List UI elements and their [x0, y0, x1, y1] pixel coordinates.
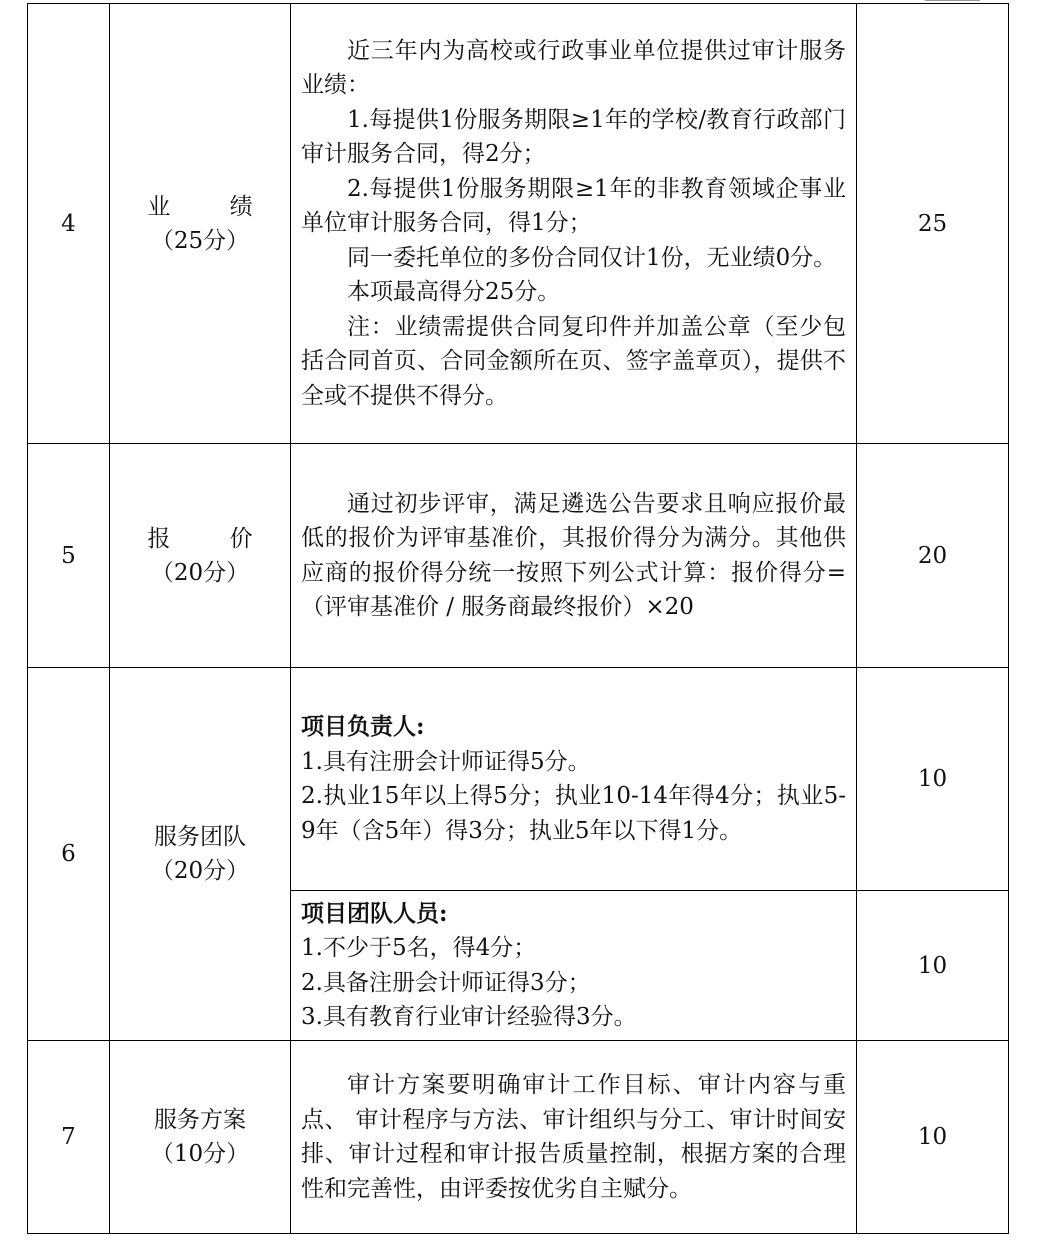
criteria-line: 3.具有教育行业审计经验得3分。	[301, 1004, 637, 1030]
criteria-cell	[291, 891, 857, 1041]
item-name: 报 价	[147, 525, 279, 552]
criteria-line: 通过初步评审，满足遴选公告要求且响应报价最低的报价为评审基准价，其报价得分为满分。其他供应商的报价得分统一按照下列公式计算：报价得分=（评审基准价 / 服务商最终报价）×20	[301, 490, 846, 620]
criteria-line: 本项最高得分25分。	[347, 279, 561, 306]
score-value: 10	[857, 668, 1009, 891]
score-value: 10	[857, 1041, 1009, 1234]
criteria-cell	[291, 444, 857, 668]
item-cell	[110, 1041, 291, 1234]
criteria-line: 审计方案要明确审计工作目标、审计内容与重点、 审计程序与方法、审计组织与分工、审计时间安排、审计过程和审计报告质量控制，根据方案的合理性和完善性，由评委按优劣自主赋分。	[301, 1072, 846, 1202]
row-number: 5	[28, 444, 110, 668]
row-number: 6	[28, 668, 110, 1041]
criteria-cell	[291, 1041, 857, 1234]
score-value: 10	[857, 891, 1009, 1041]
criteria-line: 2.具备注册会计师证得3分；	[301, 969, 591, 996]
item-points: （25分）	[150, 227, 250, 254]
table-row	[28, 668, 1009, 891]
table-row	[28, 444, 1009, 668]
criteria-cell	[291, 4, 857, 444]
criteria-heading: 项目负责人:	[301, 713, 425, 740]
score-value: 20	[857, 444, 1009, 668]
item-cell	[110, 4, 291, 444]
item-name: 服务团队	[154, 824, 246, 850]
criteria-line: 同一委托单位的多份合同仅计1份，无业绩0分。	[347, 244, 837, 271]
criteria-line: 2.执业15年以上得5分；执业10-14年得4分；执业5-9年（含5年）得3分；执业5年以下得1分。	[301, 783, 846, 844]
criteria-line: 注：业绩需提供合同复印件并加盖公章（至少包括合同首页、合同金额所在页、签字盖章页），提供不全或不提供不得分。	[301, 313, 846, 409]
row-number: 7	[28, 1041, 110, 1234]
top-edge-line	[925, 0, 980, 1]
criteria-line: 1.不少于5名，得4分；	[301, 935, 537, 961]
item-cell	[110, 668, 291, 1041]
criteria-line: 1.具有注册会计师证得5分。	[301, 748, 591, 775]
row-number: 4	[28, 4, 110, 444]
criteria-line: 近三年内为高校或行政事业单位提供过审计服务业绩：	[301, 37, 846, 99]
item-name: 服务方案	[154, 1107, 246, 1133]
criteria-heading: 项目团队人员:	[301, 899, 448, 927]
score-value: 25	[857, 4, 1009, 444]
criteria-line: 1.每提供1份服务期限≥1年的学校/教育行政部门审计服务合同，得2分；	[301, 106, 846, 168]
table-row	[28, 4, 1009, 444]
table-row	[28, 1041, 1009, 1234]
scoring-table	[27, 3, 1009, 1234]
item-cell	[110, 444, 291, 668]
item-name: 业 绩	[147, 193, 279, 220]
criteria-cell	[291, 668, 857, 891]
item-points: （20分）	[150, 858, 250, 884]
item-points: （10分）	[150, 1141, 250, 1167]
criteria-line: 2.每提供1份服务期限≥1年的非教育领域企事业单位审计服务合同，得1分；	[301, 175, 846, 237]
item-points: （20分）	[150, 559, 250, 586]
